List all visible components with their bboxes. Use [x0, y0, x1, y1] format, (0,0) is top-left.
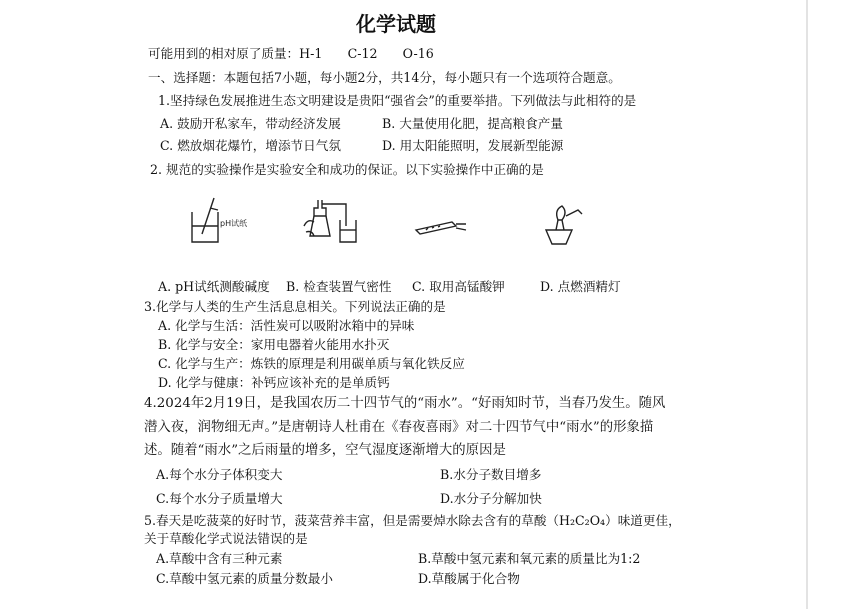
q1-option-c: C. 燃放烟花爆竹，增添节日气氛	[160, 138, 341, 153]
q1-stem: 1.坚持绿色发展推进生态文明建设是贵阳“强省会”的重要举措。下列做法与此相符的是	[158, 93, 637, 108]
q3-option-d: D. 化学与健康：补钙应该补充的是单质钙	[158, 375, 390, 390]
q4-stem-line1: 4.2024年2月19日，是我国农历二十四节气的“雨水”。“好雨知时节，当春乃发生。随风	[144, 396, 666, 411]
q5-option-a: A.草酸中含有三种元素	[156, 551, 283, 566]
potassium-permanganate-image	[412, 212, 472, 242]
page-title: 化学试题	[356, 12, 436, 36]
right-page-edge	[806, 0, 808, 609]
airtightness-check-image	[300, 196, 370, 248]
q3-stem: 3.化学与人类的生产生活息息相关。下列说法正确的是	[144, 299, 446, 314]
q2-option-b: B. 检查装置气密性	[286, 279, 392, 294]
q5-option-b: B.草酸中氢元素和氧元素的质量比为1:2	[418, 551, 641, 566]
q5-stem-line1: 5.春天是吃菠菜的好时节，菠菜营养丰富，但是需要焯水除去含有的草酸（H₂C₂O₄）味道更佳，	[144, 513, 681, 528]
ph-test-beaker-image	[184, 196, 254, 248]
atomic-mass-note: 可能用到的相对原了质量：H-1 C-12 O-16	[148, 46, 434, 61]
q3-option-c: C. 化学与生产：炼铁的原理是利用碳单质与氧化铁反应	[158, 356, 465, 371]
q1-option-d: D. 用太阳能照明，发展新型能源	[382, 138, 564, 153]
q4-stem-line3: 述。随着“雨水”之后雨量的增多，空气湿度逐渐增大的原因是	[144, 443, 506, 458]
q5-option-d: D.草酸属于化合物	[418, 571, 520, 586]
q4-option-c: C.每个水分子质量增大	[156, 491, 283, 506]
section-heading: 一、选择题：本题包括7小题，每小题2分，共14分，每小题只有一个选项符合题意。	[148, 70, 621, 85]
q4-stem-line2: 潜入夜，润物细无声。”是唐朝诗人杜甫在《春夜喜雨》对二十四节气中“雨水”的形象描	[144, 420, 654, 435]
q3-option-b: B. 化学与安全：家用电器着火能用水扑灭	[158, 337, 390, 352]
q4-option-a: A.每个水分子体积变大	[156, 467, 283, 482]
q2-option-a: A. pH试纸测酸碱度	[158, 279, 270, 294]
ph-paper-label: pH试纸	[220, 219, 248, 228]
q1-option-b: B. 大量使用化肥，提高粮食产量	[382, 116, 563, 131]
q4-option-d: D.水分子分解加快	[440, 491, 542, 506]
q5-option-c: C.草酸中氢元素的质量分数最小	[156, 571, 333, 586]
q1-option-a: A. 鼓励开私家车，带动经济发展	[160, 116, 341, 131]
q2-stem: 2. 规范的实验操作是实验安全和成功的保证。以下实验操作中正确的是	[150, 162, 544, 177]
q2-option-d: D. 点燃酒精灯	[540, 279, 621, 294]
q2-option-c: C. 取用高锰酸钾	[412, 279, 505, 294]
alcohol-lamp-image	[536, 204, 586, 250]
q3-option-a: A. 化学与生活：活性炭可以吸附冰箱中的异味	[158, 318, 415, 333]
q4-option-b: B.水分子数目增多	[440, 467, 542, 482]
q5-stem-line2: 关于草酸化学式说法错误的是	[144, 531, 308, 546]
